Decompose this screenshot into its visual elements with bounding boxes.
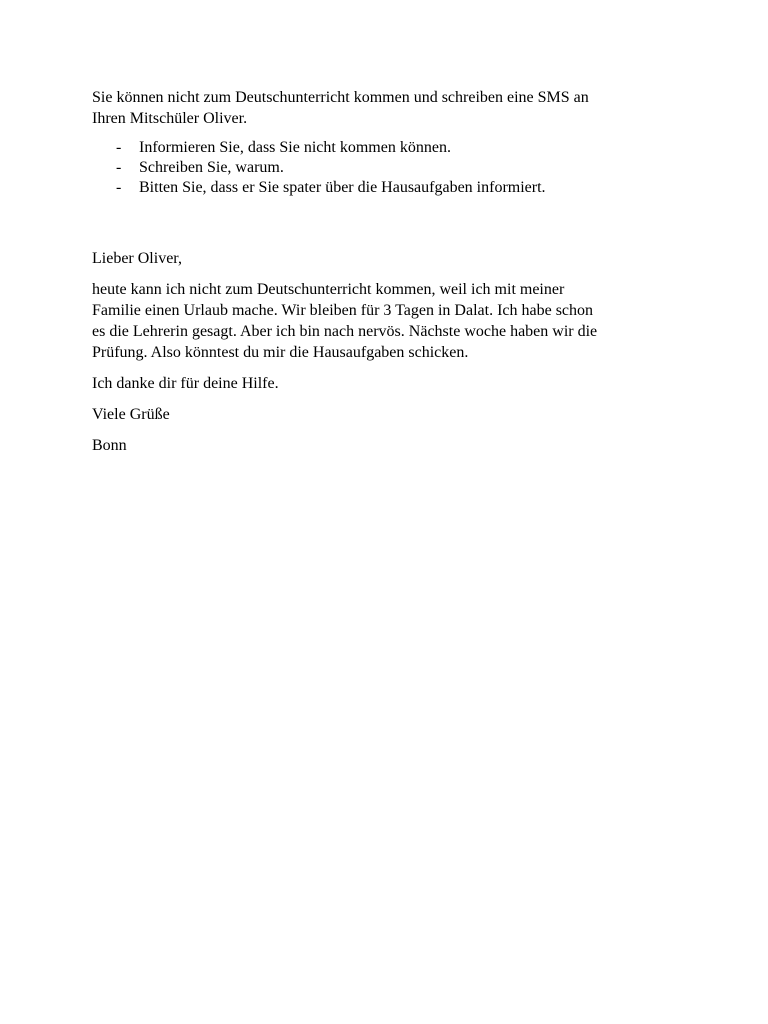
letter-signature: Bonn [92, 437, 127, 454]
task-prompt: Sie können nicht zum Deutschunterricht kommen und schreiben eine SMS an Ihren Mitschüler Oliver. [92, 89, 589, 127]
task-item-text: Bitten Sie, dass er Sie spater über die Hausaufgaben informiert. [139, 179, 546, 196]
list-item [92, 158, 692, 178]
task-item-text: Informieren Sie, dass Sie nicht kommen können. [139, 139, 451, 156]
letter-greeting: Lieber Oliver, [92, 250, 182, 267]
bullet-marker: - [116, 179, 122, 196]
bullet-marker: - [116, 139, 122, 156]
letter-thanks: Ich danke dir für deine Hilfe. [92, 375, 279, 392]
list-item [92, 138, 692, 158]
document-page [92, 87, 692, 466]
letter-body: heute kann ich nicht zum Deutschunterricht kommen, weil ich mit meiner Familie einen Urlaub mache. Wir bleiben für 3 Tagen in Dalat. Ich habe schon es die Lehrerin gesagt. Aber ich bin nach nervös. Nächste woche haben wir die Prüfung. Also könntest du mir die Hausaufgaben schicken. [92, 281, 598, 361]
bullet-marker: - [116, 159, 122, 176]
letter-closing: Viele Grüße [92, 406, 170, 423]
list-item [92, 178, 692, 198]
task-list [92, 138, 692, 198]
letter [92, 248, 692, 456]
task-item-text: Schreiben Sie, warum. [139, 159, 284, 176]
